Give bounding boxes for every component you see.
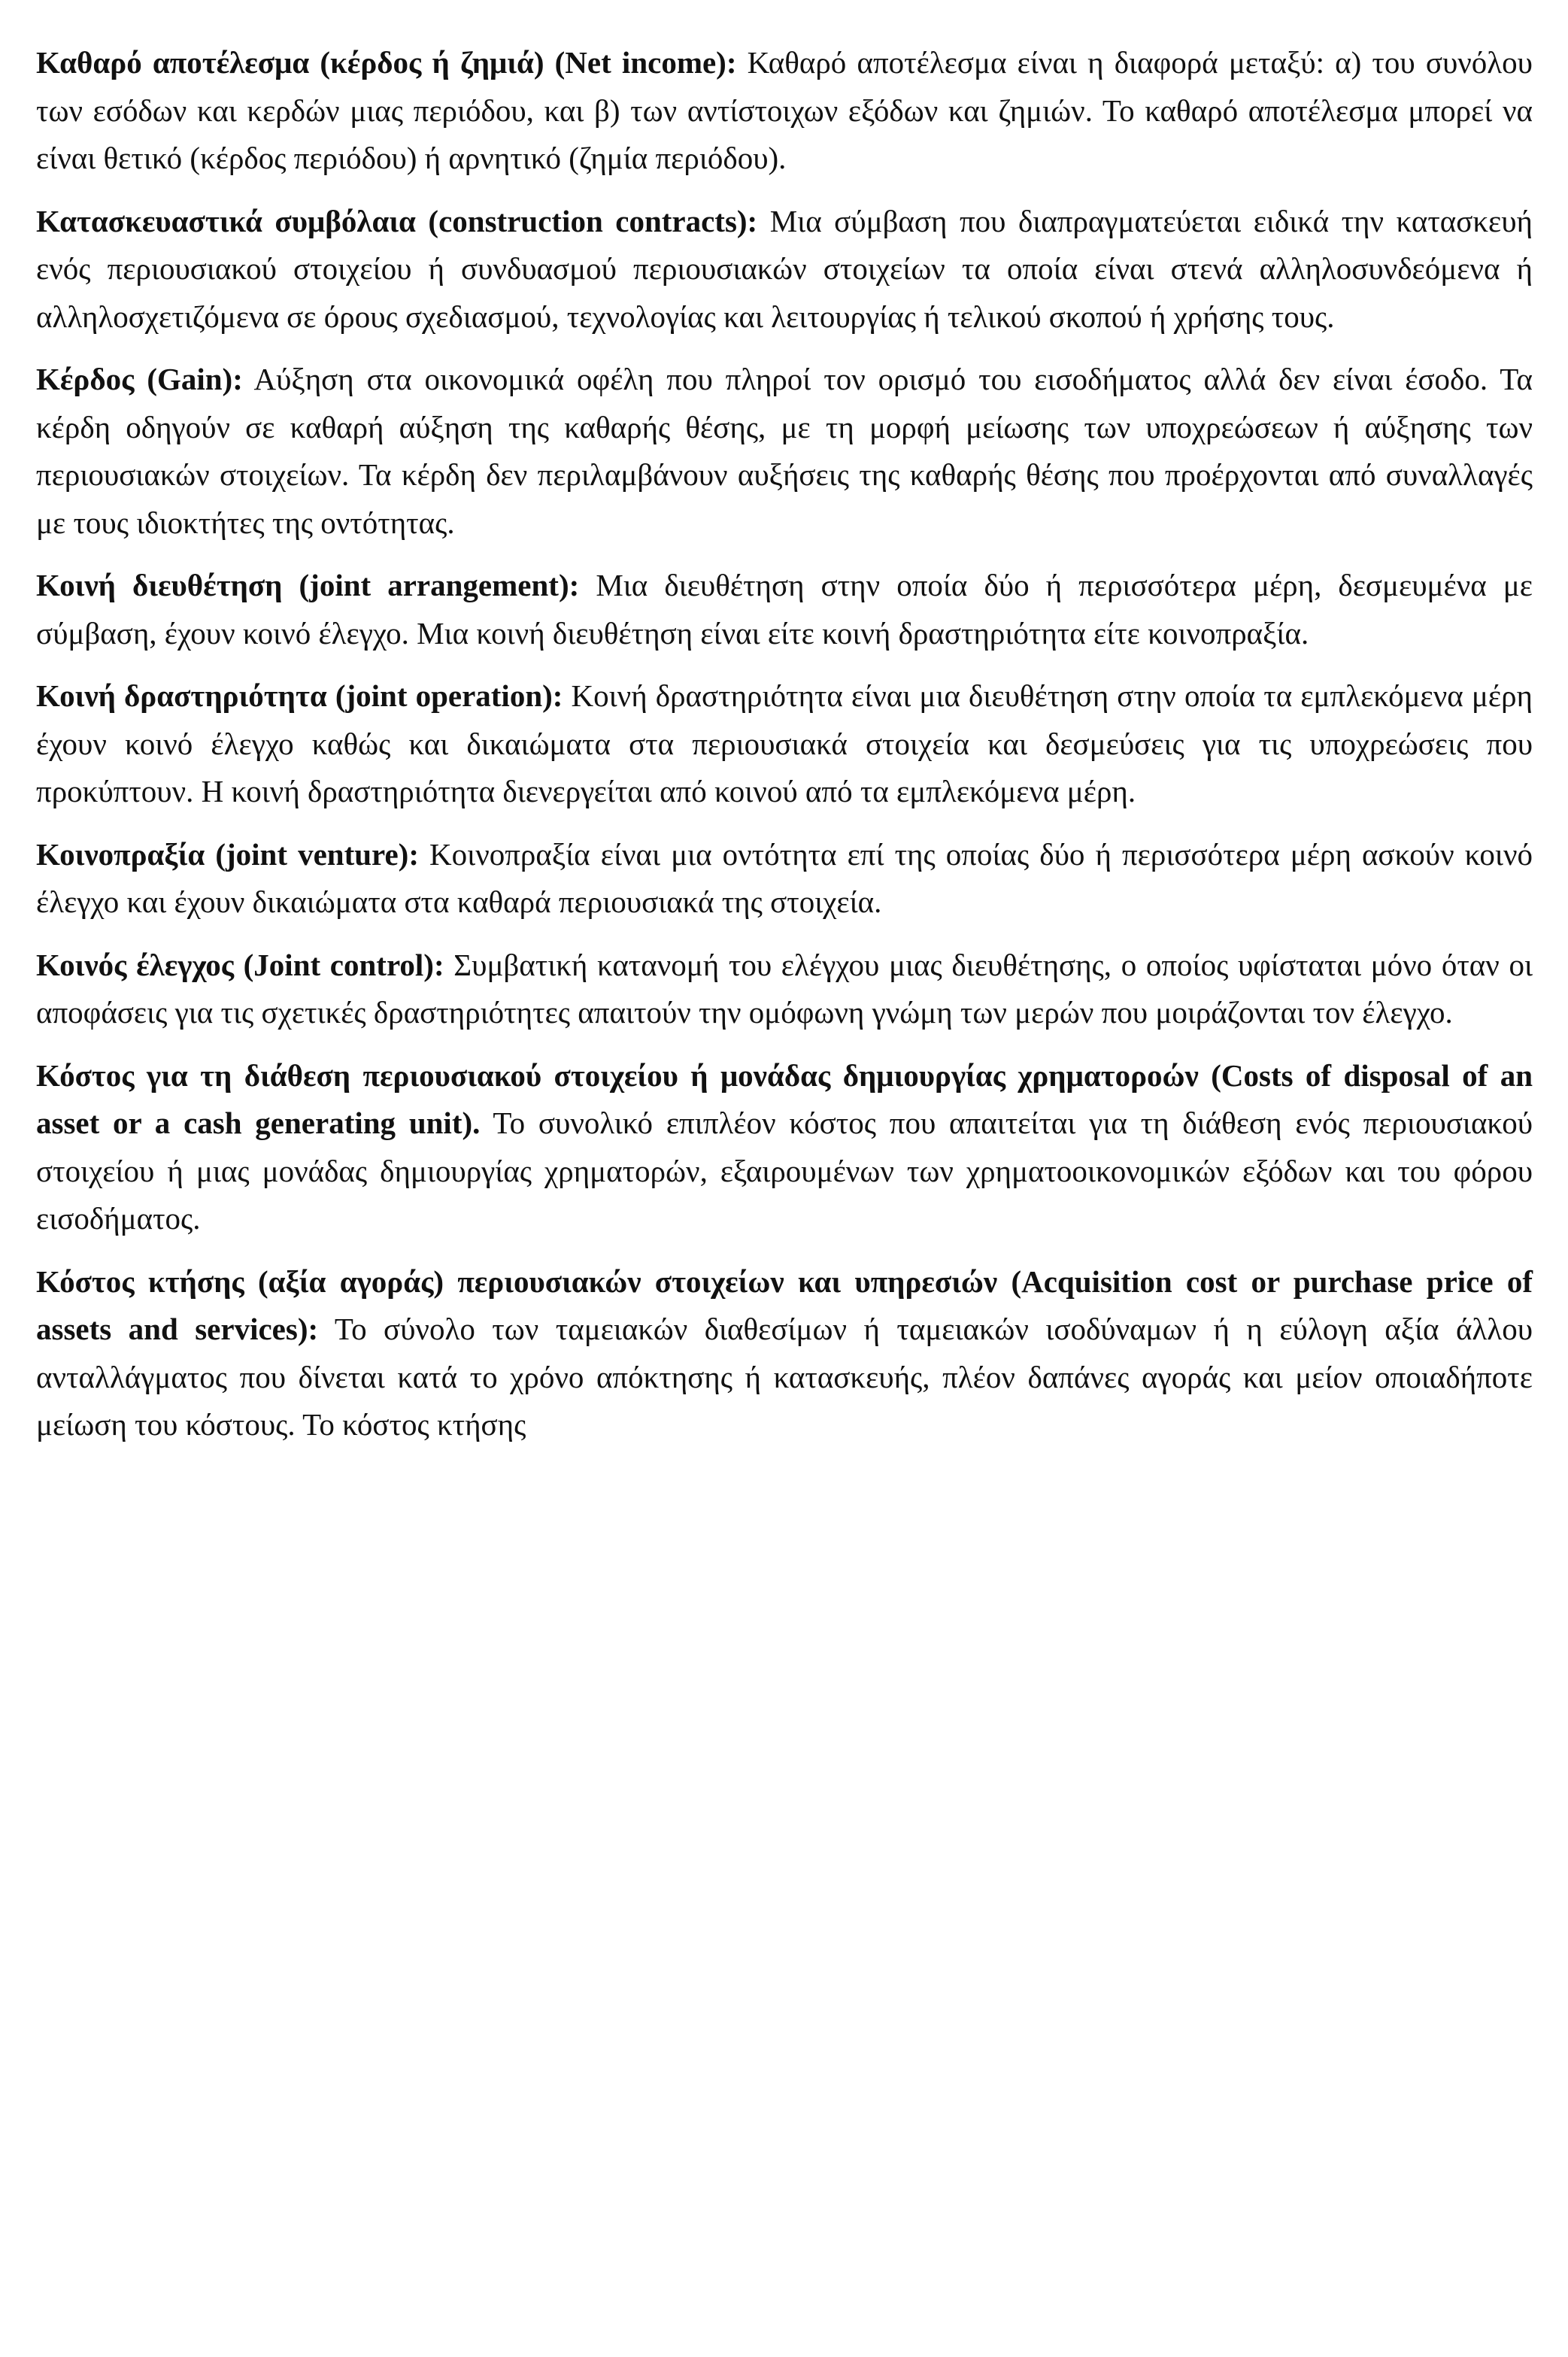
glossary-term: Κέρδος (Gain):	[36, 362, 243, 396]
glossary-entry-acquisition-cost	[36, 1258, 1533, 1449]
glossary-term: Κόστος κτήσης (αξία αγοράς) περιουσιακών στοιχείων και υπηρεσιών (Acquisition cost or purchase price of assets and services):	[36, 1263, 1533, 1346]
glossary-entry-net-income	[36, 39, 1533, 183]
glossary-definition: Αύξηση στα οικονομικά οφέλη που πληροί τον ορισμό του εισοδήματος αλλά δεν είναι έσοδο. Τα κέρδη οδηγούν σε καθαρή αύξηση της καθαρής θέσης, με τη μορφή μείωσης των υποχρεώσεων ή αύξησης των περιουσιακών στοιχείων. Τα κέρδη δεν περιλαμβάνουν αυξήσεις της καθαρής θέσης που προέρχονται από συναλλαγές με τους ιδιοκτήτες της οντότητας.	[36, 362, 1533, 540]
glossary-entry-joint-venture	[36, 831, 1533, 927]
glossary-term: Κοινοπραξία (joint venture):	[36, 836, 419, 872]
glossary-definition: Κοινοπραξία είναι μια οντότητα επί της οποίας δύο ή περισσότερα μέρη ασκούν κοινό έλεγχο και έχουν δικαιώματα στα καθαρά περιουσιακά της στοιχεία.	[36, 836, 1533, 919]
glossary-term: Κόστος για τη διάθεση περιουσιακού στοιχείου ή μονάδας δημιουργίας χρηματοροών (Costs of disposal of an asset or a cash generating unit).	[36, 1057, 1533, 1140]
glossary-definition: Μια διευθέτηση στην οποία δύο ή περισσότερα μέρη, δεσμευμένα με σύμβαση, έχουν κοινό έλεγχο. Μια κοινή διευθέτηση είναι είτε κοινή δραστηριότητα είτε κοινοπραξία.	[36, 568, 1533, 651]
glossary-entry-construction-contracts	[36, 198, 1533, 341]
glossary-entry-joint-arrangement	[36, 562, 1533, 657]
glossary-definition: Κοινή δραστηριότητα είναι μια διευθέτηση στην οποία τα εμπλεκόμενα μέρη έχουν κοινό έλεγχο καθώς και δικαιώματα στα περιουσιακά στοιχεία και δεσμεύσεις για τις υποχρεώσεις που προκύπτουν. Η κοινή δραστηριότητα διενεργείται από κοινού από τα εμπλεκόμενα μέρη.	[36, 678, 1533, 808]
glossary-term: Κοινή διευθέτηση (joint arrangement):	[36, 568, 580, 602]
glossary-term: Κοινός έλεγχος (Joint control):	[36, 947, 444, 982]
glossary-term: Κατασκευαστικά συμβόλαια (construction contracts):	[36, 203, 758, 238]
glossary-entry-joint-control	[36, 942, 1533, 1037]
glossary-definition: Μια σύμβαση που διαπραγματεύεται ειδικά την κατασκευή ενός περιουσιακού στοιχείου ή συνδυασμού περιουσιακών στοιχείων τα οποία είναι στενά αλληλοσυνδεόμενα ή αλληλοσχετιζόμενα σε όρους σχεδιασμού, τεχνολογίας και λειτουργίας ή τελικού σκοπού ή χρήσης τους.	[36, 203, 1533, 334]
glossary-definition: Το σύνολο των ταμειακών διαθεσίμων ή ταμειακών ισοδύναμων ή η εύλογη αξία άλλου ανταλλάγματος που δίνεται κατά το χρόνο απόκτησης ή κατασκευής, πλέον δαπάνες αγοράς και μείον οποιαδήποτε μείωση του κόστους. Το κόστος κτήσης	[36, 1312, 1533, 1442]
glossary-entry-gain	[36, 356, 1533, 547]
glossary-term: Κοινή δραστηριότητα (joint operation):	[36, 678, 563, 713]
glossary-definition: Καθαρό αποτέλεσμα είναι η διαφορά μεταξύ: α) του συνόλου των εσόδων και κερδών μιας περιόδου, και β) των αντίστοιχων εξόδων και ζημιών. Το καθαρό αποτέλεσμα μπορεί να είναι θετικό (κέρδος περιόδου) ή αρνητικό (ζημία περιόδου).	[36, 45, 1533, 175]
glossary-page	[36, 39, 1533, 1464]
glossary-definition: Το συνολικό επιπλέον κόστος που απαιτείται για τη διάθεση ενός περιουσιακού στοιχείου ή μιας μονάδας δημιουργίας χρηματορών, εξαιρουμένων των χρηματοοικονομικών εξόδων και του φόρου εισοδήματος.	[36, 1106, 1533, 1236]
glossary-term: Καθαρό αποτέλεσμα (κέρδος ή ζημιά) (Net income):	[36, 45, 737, 80]
glossary-entry-joint-operation	[36, 672, 1533, 816]
glossary-entry-costs-of-disposal	[36, 1052, 1533, 1243]
glossary-definition: Συμβατική κατανομή του ελέγχου μιας διευθέτησης, ο οποίος υφίσταται μόνο όταν οι αποφάσεις για τις σχετικές δραστηριότητες απαιτούν την ομόφωνη γνώμη των μερών που μοιράζονται τον έλεγχο.	[36, 947, 1533, 1030]
